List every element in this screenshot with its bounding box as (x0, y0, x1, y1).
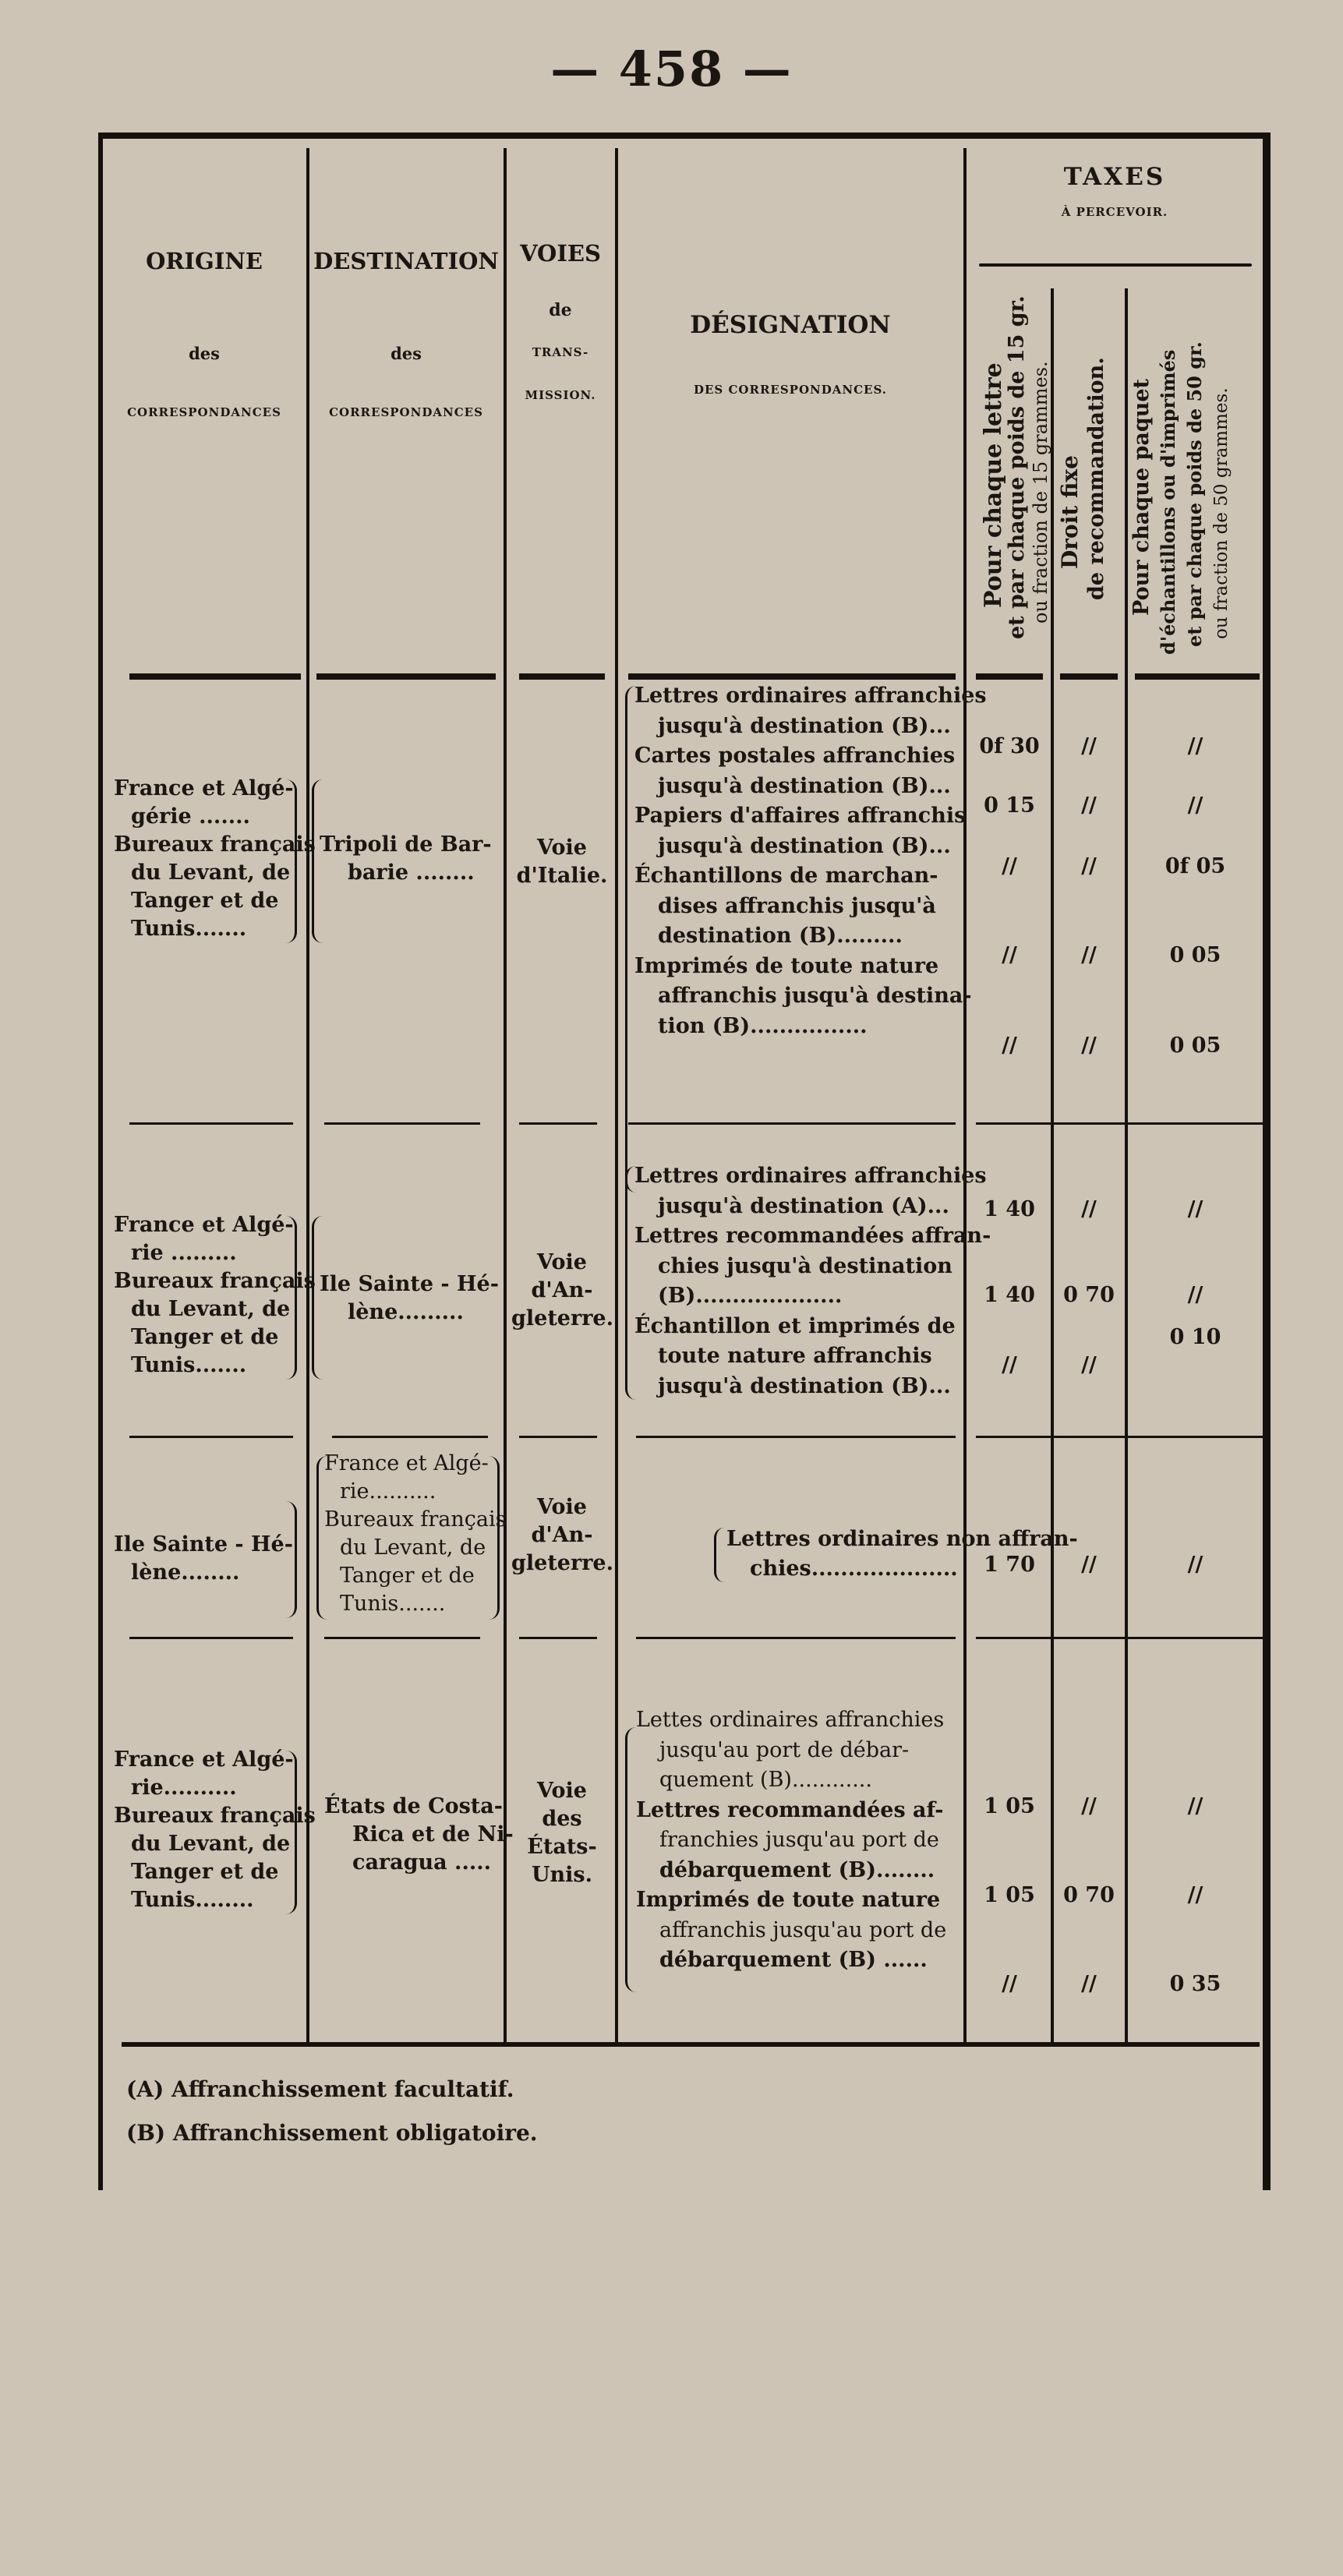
taxes-title: TAXES (1063, 163, 1166, 191)
s4-dest-l3: caragua ..... (352, 1850, 492, 1875)
s1-desig-l2: jusqu'à destination (B)... (658, 713, 951, 738)
s4-voie-l1: Voie (537, 1779, 587, 1803)
s1-t1-droit: // (1081, 734, 1097, 758)
s3-destination (324, 1450, 507, 1618)
sep-2-d (636, 1436, 956, 1438)
footnote-a: (A) Affranchissement facultatif. (126, 2076, 514, 2102)
s4-t1-droit: // (1081, 1794, 1097, 1818)
col-paquet-line1: Pour chaque paquet (1129, 378, 1154, 616)
s2-t1-droit: // (1081, 1197, 1097, 1221)
header-rule-2 (316, 673, 496, 680)
s2-designation (634, 1161, 991, 1401)
s1-origine-l1: France et Algé- (114, 776, 294, 800)
col-paquet-line3: et par chaque poids de 50 gr. (1183, 341, 1206, 647)
sep-1-a (129, 1122, 293, 1125)
s4-desig-l5: franchies jusqu'au port de (659, 1828, 939, 1852)
s2-desig-l3: Lettres recommandées affran- (634, 1224, 991, 1248)
s3-dest-brace-r (488, 1456, 500, 1620)
s1-voie (511, 834, 613, 890)
s1-desig-l10: Imprimés de toute nature (634, 953, 939, 978)
s4-t3-droit: // (1081, 1972, 1097, 1996)
top-border (98, 133, 1267, 139)
s4-desig-l2: jusqu'au port de débar- (659, 1737, 910, 1762)
sep-3-e (976, 1637, 1264, 1639)
s4-t2-lettre: 1 05 (984, 1883, 1035, 1907)
s4-desig-l9: débarquement (B) ...... (659, 1948, 928, 1972)
s1-desig-l11: affranchis jusqu'à destina- (658, 984, 972, 1008)
header-rule-7 (1135, 673, 1260, 680)
s1-t1-lettre: 0f 30 (979, 734, 1040, 758)
s4-origine-l2: rie.......... (131, 1776, 237, 1800)
s2-t2-lettre: 1 40 (984, 1283, 1035, 1307)
s3-dest-l1: France et Algé- (324, 1451, 489, 1475)
s2-desig-l2: jusqu'à destination (A)... (658, 1193, 949, 1218)
s3-dest-l4: du Levant, de (340, 1535, 486, 1560)
designation-sub: DES CORRESPONDANCES. (693, 383, 887, 398)
s2-origine-l3: Bureaux français (114, 1269, 316, 1293)
s2-t1-paquet: // (1187, 1197, 1203, 1221)
header-rule-1 (129, 673, 301, 680)
col-droit-line2: de recommandation. (1084, 357, 1108, 600)
s3-voie-l3: gleterre. (511, 1551, 613, 1575)
s1-desig-l1: Lettres ordinaires affranchies (634, 684, 987, 708)
s3-origine-l1: Ile Sainte - Hé- (114, 1532, 293, 1557)
voies-trans: TRANS- (532, 345, 589, 360)
s2-t3-lettre: // (1002, 1353, 1017, 1377)
col-sep-2 (504, 148, 507, 2042)
s1-voie-l2: d'Italie. (516, 864, 608, 888)
s1-dest-l1: Tripoli de Bar- (320, 832, 492, 857)
s2-t2-paquet: // (1187, 1283, 1203, 1307)
s1-desig-l7: Échantillons de marchan- (634, 864, 938, 888)
col-sep-6 (1125, 288, 1128, 2042)
s1-t4-lettre: // (1002, 943, 1017, 967)
s4-origine-l3: Bureaux français (114, 1804, 316, 1828)
s1-destination (320, 831, 492, 887)
col-lettre-line3: ou fraction de 15 grammes. (1030, 361, 1051, 624)
s2-origine-l6: Tunis....... (131, 1353, 247, 1377)
s1-desig-l6: jusqu'à destination (B)... (658, 833, 951, 858)
s1-origine-l2: gérie ....... (131, 804, 250, 829)
s1-t4-droit: // (1081, 943, 1097, 967)
header-rule-5 (976, 673, 1043, 680)
destination-header (310, 249, 502, 419)
origine-sub: CORRESPONDANCES (127, 405, 281, 419)
voies-de: de (549, 299, 572, 320)
s2-destination (320, 1270, 499, 1327)
s3-voie (511, 1493, 613, 1578)
s4-t1-lettre: 1 05 (984, 1794, 1035, 1818)
header-rule-3 (519, 673, 605, 680)
s2-desig-l8: jusqu'à destination (B)... (658, 1373, 951, 1398)
col-droit-line1: Droit fixe (1057, 455, 1083, 569)
s4-origine-l4: du Levant, de (131, 1832, 291, 1856)
s1-t3-droit: // (1081, 854, 1097, 878)
s4-destination (324, 1793, 514, 1877)
s1-desig-l12: tion (B)................ (658, 1013, 868, 1038)
s4-desig-l8: affranchis jusqu'au port de (659, 1917, 947, 1942)
s3-origine-brace (285, 1501, 297, 1618)
s2-origine-brace (285, 1216, 297, 1380)
sep-3-a (129, 1637, 293, 1639)
s2-desig-l4: chies jusqu'à destination (658, 1253, 952, 1278)
sep-1-b (324, 1122, 480, 1125)
s4-desig-l7: Imprimés de toute nature (636, 1888, 941, 1912)
s1-origine-l4: du Levant, de (131, 860, 291, 885)
s1-dest-brace (312, 779, 323, 943)
s3-dest-l5: Tanger et de (340, 1564, 475, 1588)
voies-title: VOIES (520, 240, 601, 267)
s1-origine-l3: Bureaux français (114, 832, 316, 857)
s4-t2-droit: 0 70 (1063, 1883, 1115, 1907)
s3-desig-brace (714, 1528, 724, 1582)
s2-origine-l4: du Levant, de (131, 1297, 291, 1321)
s1-t2-paquet: // (1187, 793, 1203, 818)
s4-desig-l4: Lettres recommandées af- (636, 1797, 944, 1822)
s2-origine-l2: rie ......... (131, 1241, 237, 1265)
sep-1-e (976, 1122, 1264, 1125)
s4-origine-l6: Tunis........ (131, 1888, 254, 1912)
s4-designation (636, 1705, 946, 1976)
s3-desig-l1: Lettres ordinaires non affran- (726, 1527, 1078, 1551)
s2-voie-l2: d'An- (531, 1278, 593, 1302)
voies-header (507, 242, 614, 401)
s4-dest-l1: États de Costa- (324, 1794, 503, 1818)
s4-origine-brace (285, 1751, 297, 1914)
designation-header (619, 312, 962, 397)
s1-t5-lettre: // (1002, 1034, 1017, 1058)
sep-3-b (324, 1637, 480, 1639)
s2-voie-l1: Voie (537, 1250, 587, 1274)
taxes-sub: À PERCEVOIR. (1061, 205, 1168, 220)
s1-origine-l6: Tunis....... (131, 917, 247, 941)
s1-t2-lettre: 0 15 (984, 793, 1035, 818)
s1-designation (634, 681, 987, 1041)
s2-t2-droit: 0 70 (1063, 1283, 1115, 1307)
sep-3-c (519, 1637, 597, 1639)
col-paquet-line2: d'échantillons ou d'imprimés (1157, 349, 1179, 655)
s4-voie-l3: États- (527, 1835, 597, 1859)
s3-origine-l2: lène........ (131, 1560, 240, 1585)
sep-1-c (519, 1122, 597, 1125)
s1-desig-l4: jusqu'à destination (B)... (658, 773, 951, 798)
sep-2-c (519, 1436, 597, 1438)
s4-desig-l1: Lettes ordinaires affranchies (636, 1708, 945, 1732)
col-paquet-line4: ou fraction de 50 grammes. (1211, 387, 1232, 639)
s3-dest-brace (316, 1456, 328, 1620)
s2-t3-droit: // (1081, 1353, 1097, 1377)
sep-2-a (129, 1436, 293, 1438)
s4-voie (511, 1777, 613, 1889)
col-lettre-line1: Pour chaque lettre (980, 362, 1007, 608)
origine-header (104, 249, 304, 419)
s4-origine-l5: Tanger et de (131, 1860, 279, 1884)
origine-des: des (189, 343, 220, 363)
col-sep-3 (615, 148, 618, 2042)
s1-voie-l1: Voie (537, 836, 587, 860)
s1-t1-paquet: // (1187, 734, 1203, 758)
s2-desig-l6: Échantillon et imprimés de (634, 1313, 956, 1338)
destination-sub: CORRESPONDANCES (329, 405, 483, 419)
table-bottom-rule (122, 2042, 1260, 2047)
s1-t3-lettre: // (1002, 854, 1017, 878)
s2-t1-lettre: 1 40 (984, 1197, 1035, 1221)
s3-desig-l2: chies.................... (750, 1557, 958, 1581)
s4-t3-lettre: // (1002, 1972, 1017, 1996)
s2-origine-l1: France et Algé- (114, 1213, 294, 1237)
s1-origine-l5: Tanger et de (131, 889, 279, 913)
s3-voie-l1: Voie (537, 1495, 587, 1519)
s1-t4-paquet: 0 05 (1169, 943, 1221, 967)
sep-3-d (636, 1637, 956, 1639)
s4-desig-l6: débarquement (B)........ (659, 1857, 935, 1882)
sep-2-b (332, 1436, 488, 1438)
header-rule-6 (1060, 673, 1118, 680)
s4-origine-l1: France et Algé- (114, 1747, 294, 1772)
right-border (1263, 133, 1271, 2190)
sep-1-d (628, 1122, 956, 1125)
s1-t5-paquet: 0 05 (1169, 1034, 1221, 1058)
s2-dest-l1: Ile Sainte - Hé- (320, 1272, 499, 1296)
destination-title: DESTINATION (313, 248, 499, 274)
s2-desig-l1: Lettres ordinaires affranchies (634, 1164, 987, 1188)
s1-desig-l3: Cartes postales affranchies (634, 744, 956, 768)
s1-origine-brace (285, 779, 297, 943)
s4-voie-l2: des (542, 1807, 582, 1831)
taxes-header (967, 164, 1263, 219)
origine-title: ORIGINE (146, 248, 263, 274)
voies-mission: MISSION. (525, 387, 596, 402)
footnote-b: (B) Affranchissement obligatoire. (126, 2120, 538, 2146)
col-lettre-line2: et par chaque poids de 15 gr. (1005, 295, 1029, 639)
s4-desig-l3: quement (B)............ (659, 1768, 872, 1792)
tariff-table (98, 133, 1267, 2190)
s4-t1-paquet: // (1187, 1794, 1203, 1818)
s1-t3-paquet: 0f 05 (1165, 854, 1226, 878)
s2-voie-l3: gleterre. (511, 1306, 613, 1330)
s3-dest-l3: Bureaux français (324, 1507, 507, 1532)
s2-desig-l5: (B).................... (658, 1284, 843, 1308)
s2-desig-l7: toute nature affranchis (658, 1344, 932, 1368)
s1-desig-l8: dises affranchis jusqu'à (658, 893, 936, 918)
s1-desig-l9: destination (B)......... (658, 924, 903, 948)
s3-t1-lettre: 1 70 (984, 1553, 1035, 1577)
s4-voie-l4: Unis. (531, 1863, 593, 1887)
s1-dest-l2: barie ........ (348, 860, 475, 885)
left-border (98, 133, 103, 2190)
s2-t3-paquet: 0 10 (1169, 1325, 1221, 1349)
s2-dest-l2: lène......... (348, 1300, 464, 1324)
header-rule-4 (628, 673, 956, 680)
s2-voie (511, 1249, 613, 1333)
s2-dest-brace (312, 1216, 323, 1380)
s4-dest-l2: Rica et de Ni- (352, 1822, 514, 1846)
s3-dest-l6: Tunis....... (340, 1592, 446, 1616)
s3-dest-l2: rie.......... (340, 1479, 436, 1504)
s1-t2-droit: // (1081, 793, 1097, 818)
s4-t2-paquet: // (1187, 1883, 1203, 1907)
s3-origine (114, 1531, 293, 1587)
designation-title: DÉSIGNATION (690, 311, 891, 339)
s2-origine-l5: Tanger et de (131, 1325, 279, 1349)
s4-t3-paquet: 0 35 (1169, 1972, 1221, 1996)
destination-des: des (391, 343, 422, 363)
page-number: — 458 — (550, 41, 793, 97)
s3-t1-paquet: // (1187, 1553, 1203, 1577)
s1-desig-l5: Papiers d'affaires affranchis (634, 804, 967, 828)
s3-voie-l2: d'An- (531, 1523, 593, 1547)
s1-t5-droit: // (1081, 1034, 1097, 1058)
s3-t1-droit: // (1081, 1553, 1097, 1577)
taxes-underline (979, 263, 1252, 267)
sep-2-e (976, 1436, 1264, 1438)
col-sep-4 (963, 148, 967, 2042)
